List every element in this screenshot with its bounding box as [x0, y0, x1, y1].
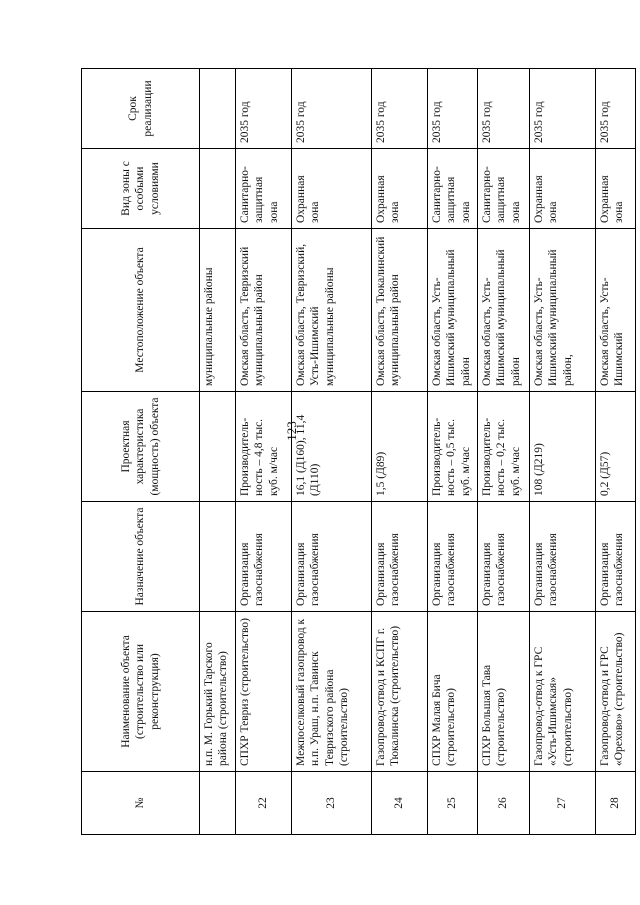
table-row [200, 69, 236, 835]
cell-purpose: Организация газоснабжения [530, 502, 596, 612]
header-characteristic: Проектная характеристика (мощность) объекта [82, 392, 200, 502]
cell-term: 2035 год [292, 69, 372, 149]
rotated-table-container [81, 69, 626, 835]
cell-name: Межпоселковый газопровод к н.п. Ураш, н.п. Тавинск Тевризского района (строительство) [292, 612, 372, 772]
cell-term: 2035 год [478, 69, 530, 149]
page-number: 123 [284, 421, 299, 441]
cell-zone: Охранная зона [292, 149, 372, 229]
cell-name: Газопровод-отвод и КСПГ г. Тюкалинска (строительство) [372, 612, 428, 772]
cell-purpose: Организация газоснабжения [596, 502, 636, 612]
cell-num [200, 772, 236, 835]
cell-characteristic: 1,5 (Д89) [372, 392, 428, 502]
cell-num: 25 [428, 772, 478, 835]
cell-zone: Охранная зона [596, 149, 636, 229]
cell-name: СПХР Большая Тава (строительство) [478, 612, 530, 772]
table-row [372, 69, 428, 835]
cell-purpose: Организация газоснабжения [292, 502, 372, 612]
header-zone: Вид зоны с особыми условиями [82, 149, 200, 229]
header-num: № [82, 772, 200, 835]
cell-characteristic: 16,1 (Д160), 11,4 (Д110) [292, 392, 372, 502]
cell-term: 2035 год [530, 69, 596, 149]
cell-location: Омская область, Тевризский, Усть-Ишимский муниципальные районы [292, 229, 372, 392]
cell-location: Омская область, Усть-Ишимский [596, 229, 636, 392]
header-purpose: Назначение объекта [82, 502, 200, 612]
objects-table [81, 68, 636, 835]
cell-zone: Санитарно-защитная зона [428, 149, 478, 229]
header-location: Местоположение объекта [82, 229, 200, 392]
cell-characteristic: Производитель-ность – 0,2 тыс. куб. м/час [478, 392, 530, 502]
cell-characteristic: 108 (Д219) [530, 392, 596, 502]
cell-location: Омская область, Тюкалинский муниципальный район [372, 229, 428, 392]
cell-zone [200, 149, 236, 229]
table-row [236, 69, 292, 835]
cell-num: 23 [292, 772, 372, 835]
cell-name: н.п. М. Горький Тарского района (строительство) [200, 612, 236, 772]
cell-characteristic: 0,2 (Д57) [596, 392, 636, 502]
cell-zone: Охранная зона [372, 149, 428, 229]
cell-purpose: Организация газоснабжения [236, 502, 292, 612]
header-term: Срок реализации [82, 69, 200, 149]
table-row [596, 69, 636, 835]
cell-num: 24 [372, 772, 428, 835]
table-row [530, 69, 596, 835]
cell-num: 27 [530, 772, 596, 835]
cell-location: муниципальные районы [200, 229, 236, 392]
cell-term: 2035 год [236, 69, 292, 149]
cell-characteristic: Производитель-ность – 4,8 тыс. куб. м/час [236, 392, 292, 502]
cell-name: Газопровод-отвод к ГРС «Усть-Ишимская» (строительство) [530, 612, 596, 772]
cell-num: 22 [236, 772, 292, 835]
table-row [292, 69, 372, 835]
table-row [478, 69, 530, 835]
cell-name: СПХР Тевриз (строительство) [236, 612, 292, 772]
cell-num: 26 [478, 772, 530, 835]
cell-name: СПХР Малая Бича (строительство) [428, 612, 478, 772]
cell-term: 2035 год [596, 69, 636, 149]
cell-zone: Охранная зона [530, 149, 596, 229]
table-row [428, 69, 478, 835]
cell-location: Омская область, Усть-Ишимский муниципальный район, [530, 229, 596, 392]
cell-characteristic: Производитель-ность – 0,5 тыс. куб. м/час [428, 392, 478, 502]
header-name: Наименование объекта (строительство или реконструкция) [82, 612, 200, 772]
cell-purpose [200, 502, 236, 612]
cell-purpose: Организация газоснабжения [372, 502, 428, 612]
cell-purpose: Организация газоснабжения [428, 502, 478, 612]
cell-term: 2035 год [372, 69, 428, 149]
cell-characteristic [200, 392, 236, 502]
cell-location: Омская область, Усть-Ишимский муниципальный район [478, 229, 530, 392]
cell-location: Омская область, Усть-Ишимский муниципальный район [428, 229, 478, 392]
cell-zone: Санитарно-защитная зона [236, 149, 292, 229]
cell-num: 28 [596, 772, 636, 835]
table-header-row [82, 69, 200, 835]
cell-zone: Санитарно-защитная зона [478, 149, 530, 229]
cell-name: Газопровод-отвод и ГРС «Орехово» (строительство) [596, 612, 636, 772]
cell-purpose: Организация газоснабжения [478, 502, 530, 612]
cell-location: Омская область, Тевризский муниципальный район [236, 229, 292, 392]
cell-term: 2035 год [428, 69, 478, 149]
cell-term [200, 69, 236, 149]
